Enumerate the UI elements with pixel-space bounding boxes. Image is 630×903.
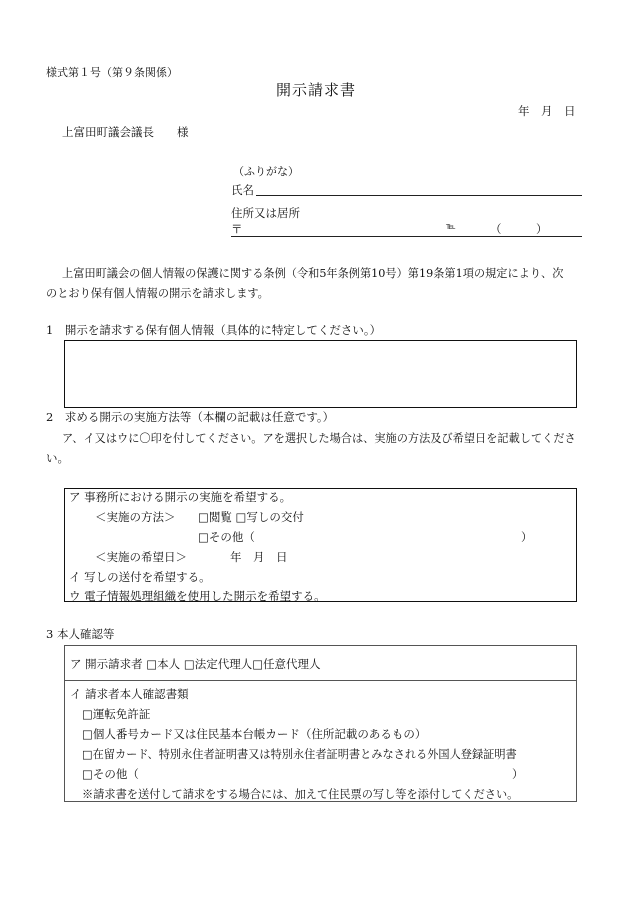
id-doc-other-close: ）: [512, 767, 524, 781]
section3-heading: 3 本人確認等: [46, 627, 115, 641]
method-other[interactable]: □その他（: [198, 530, 255, 544]
intro-line-1: 上富田町議会の個人情報の保護に関する条例（令和5年条例第10号）第19条第1項の規定により、次: [62, 267, 564, 280]
tel-paren: （ ）: [490, 222, 548, 236]
method-other-close: ）: [521, 530, 533, 544]
name-label: 氏名: [231, 183, 254, 197]
date-line: 年 月 日: [518, 104, 576, 118]
section1-heading: 1 開示を請求する保有個人情報（具体的に特定してください。）: [46, 323, 382, 337]
name-field[interactable]: [256, 195, 582, 196]
id-doc-item[interactable]: □在留カード、特別永住者証明書又は特別永住者証明書とみなされる外国人登録証明書: [82, 748, 517, 761]
date-label: ＜実施の希望日＞: [95, 550, 187, 564]
section2-note-2: い。: [46, 451, 69, 465]
option-i[interactable]: イ 写しの送付を希望する。: [69, 570, 211, 584]
option-a[interactable]: ア 事務所における開示の実施を希望する。: [69, 490, 292, 504]
tel-label: ℡: [446, 222, 456, 232]
section2-note-1: ア、イ又はウに〇印を付してください。アを選択した場合は、実施の方法及び希望日を記載してくださ: [62, 432, 576, 445]
section1-input-box[interactable]: [64, 340, 577, 408]
page-title: 開示請求書: [276, 81, 357, 99]
method-label: ＜実施の方法＞: [95, 510, 176, 524]
intro-line-2: のとおり保有個人情報の開示を請求します。: [46, 287, 269, 300]
method-options[interactable]: □閲覧 □写しの交付: [198, 510, 304, 524]
option-u[interactable]: ウ 電子情報処理組織を使用した開示を希望する。: [69, 589, 326, 603]
address-field[interactable]: [231, 236, 582, 237]
id-docs-heading: イ 請求者本人確認書類: [70, 687, 189, 701]
id-doc-item[interactable]: □運転免許証: [82, 707, 151, 721]
form-number: 様式第１号（第９条関係）: [46, 66, 178, 79]
addressee: 上富田町議会議長 様: [62, 125, 189, 139]
address-label: 住所又は居所: [231, 206, 300, 220]
postal-mark: 〒: [231, 222, 243, 236]
date-fields[interactable]: 年 月 日: [230, 550, 288, 564]
section2-heading: 2 求める開示の実施方法等（本欄の記載は任意です。）: [46, 410, 335, 424]
id-doc-item[interactable]: □その他（: [82, 767, 139, 781]
requester-type[interactable]: ア 開示請求者 □本人 □法定代理人□任意代理人: [70, 657, 321, 671]
id-doc-item[interactable]: □個人番号カード又は住民基本台帳カード（住所記載のあるもの）: [82, 727, 427, 741]
furigana-label: （ふりがな）: [233, 165, 299, 178]
footnote: ※請求書を送付して請求をする場合には、加えて住民票の写し等を添付してください。: [82, 788, 519, 801]
